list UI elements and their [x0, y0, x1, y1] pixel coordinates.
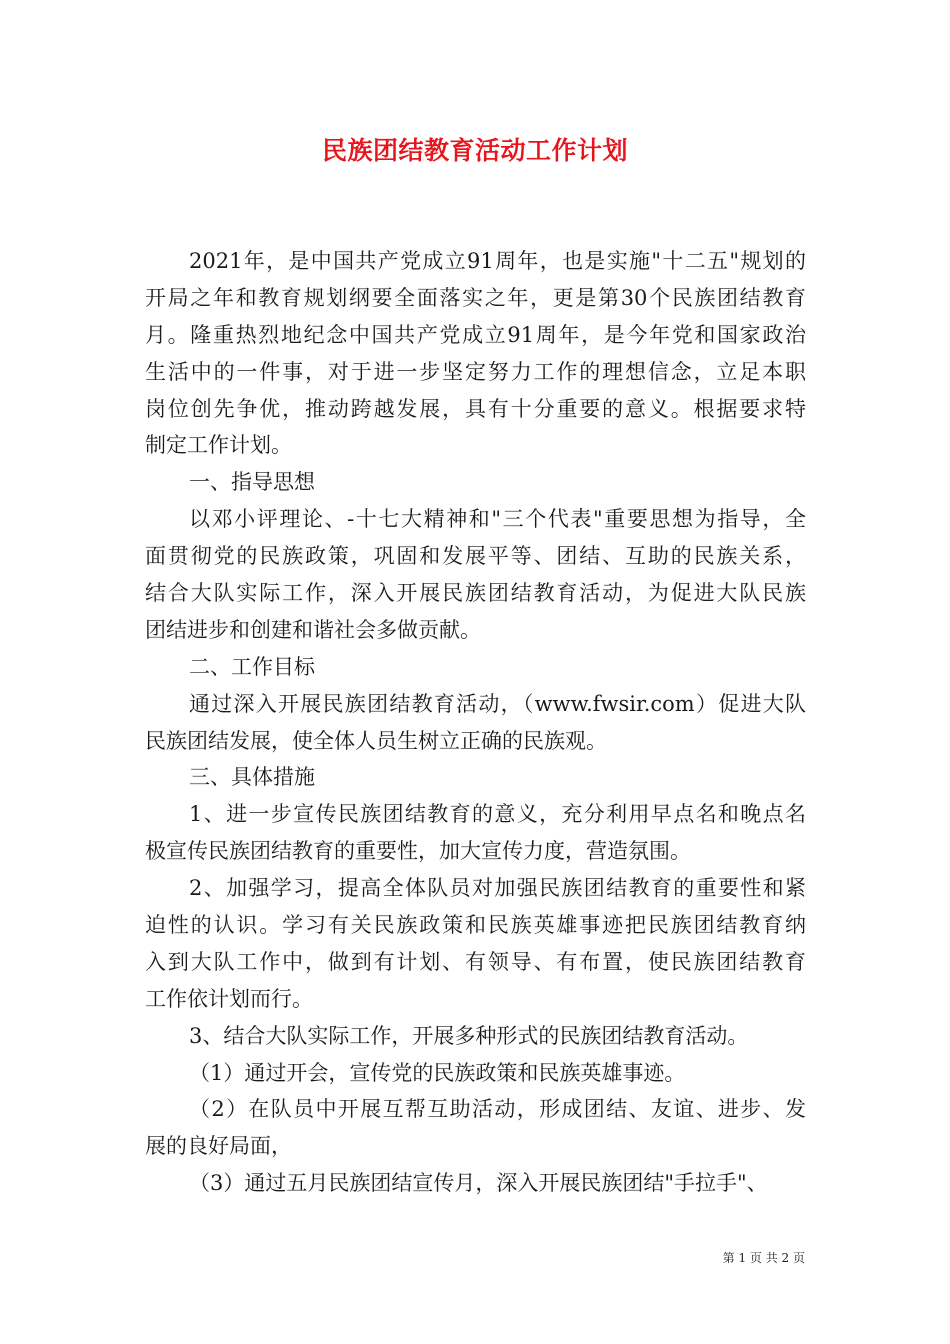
text-line: 结合大队实际工作，深入开展民族团结教育活动，为促进大队民族 [145, 581, 806, 606]
text-line: （3）通过五月民族团结宣传月，深入开展民族团结"手拉手"、 [189, 1171, 768, 1196]
document-title: 民族团结教育活动工作计划 [321, 136, 628, 165]
text-line: 岗位创先争优，推动跨越发展，具有十分重要的意义。根据要求特 [145, 396, 806, 421]
paragraph [145, 1055, 806, 1092]
text-line: 极宣传民族团结教育的重要性，加大宣传力度，营造氛围。 [145, 839, 691, 864]
text-line: 制定工作计划。 [145, 433, 292, 458]
text-line: 工作依计划而行。 [145, 986, 313, 1011]
text-line: 展的良好局面， [145, 1134, 292, 1159]
text-line: 生活中的一件事，对于进一步坚定努力工作的理想信念，立足本职 [145, 359, 806, 384]
text-line: 二、工作目标 [189, 654, 315, 679]
paragraph [145, 870, 806, 1018]
paragraph [145, 759, 806, 796]
paragraph [145, 1018, 806, 1055]
paragraph [145, 464, 806, 501]
paragraph [145, 1165, 806, 1202]
text-line: 入到大队工作中，做到有计划、有领导、有布置，使民族团结教育 [145, 949, 806, 974]
text-line: 月。隆重热烈地纪念中国共产党成立91周年，是今年党和国家政治 [145, 322, 806, 347]
text-line: 以邓小评理论、-十七大精神和"三个代表"重要思想为指导，全 [189, 507, 806, 532]
text-line: 迫性的认识。学习有关民族政策和民族英雄事迹把民族团结教育纳 [145, 913, 806, 938]
document-body [145, 243, 806, 1202]
text-line: 三、具体措施 [189, 765, 315, 790]
page-number: 第 1 页 共 2 页 [722, 1251, 805, 1265]
text-line: 通过深入开展民族团结教育活动，（www.fwsir.com）促进大队 [189, 691, 806, 716]
text-line: 团结进步和创建和谐社会多做贡献。 [145, 617, 481, 642]
text-line: （1）通过开会，宣传党的民族政策和民族英雄事迹。 [189, 1060, 686, 1085]
text-line: 面贯彻党的民族政策，巩固和发展平等、团结、互助的民族关系， [145, 544, 806, 569]
paragraph [145, 796, 806, 870]
paragraph [145, 686, 806, 760]
text-line: 开局之年和教育规划纲要全面落实之年，更是第30个民族团结教育 [145, 285, 806, 310]
text-line: 民族团结发展，使全体人员生树立正确的民族观。 [145, 728, 607, 753]
text-line: 一、指导思想 [189, 470, 315, 495]
text-line: 3、结合大队实际工作，开展多种形式的民族团结教育活动。 [189, 1023, 749, 1048]
paragraph [145, 1091, 806, 1165]
text-line: 2021年，是中国共产党成立91周年，也是实施"十二五"规划的 [189, 249, 806, 273]
text-line: （2）在队员中开展互帮互助活动，形成团结、友谊、进步、发 [189, 1097, 806, 1122]
paragraph [145, 243, 806, 464]
paragraph [145, 649, 806, 686]
text-line: 2、加强学习，提高全体队员对加强民族团结教育的重要性和紧 [189, 876, 806, 901]
paragraph [145, 501, 806, 649]
text-line: 1、进一步宣传民族团结教育的意义，充分利用早点名和晚点名 [189, 802, 806, 827]
